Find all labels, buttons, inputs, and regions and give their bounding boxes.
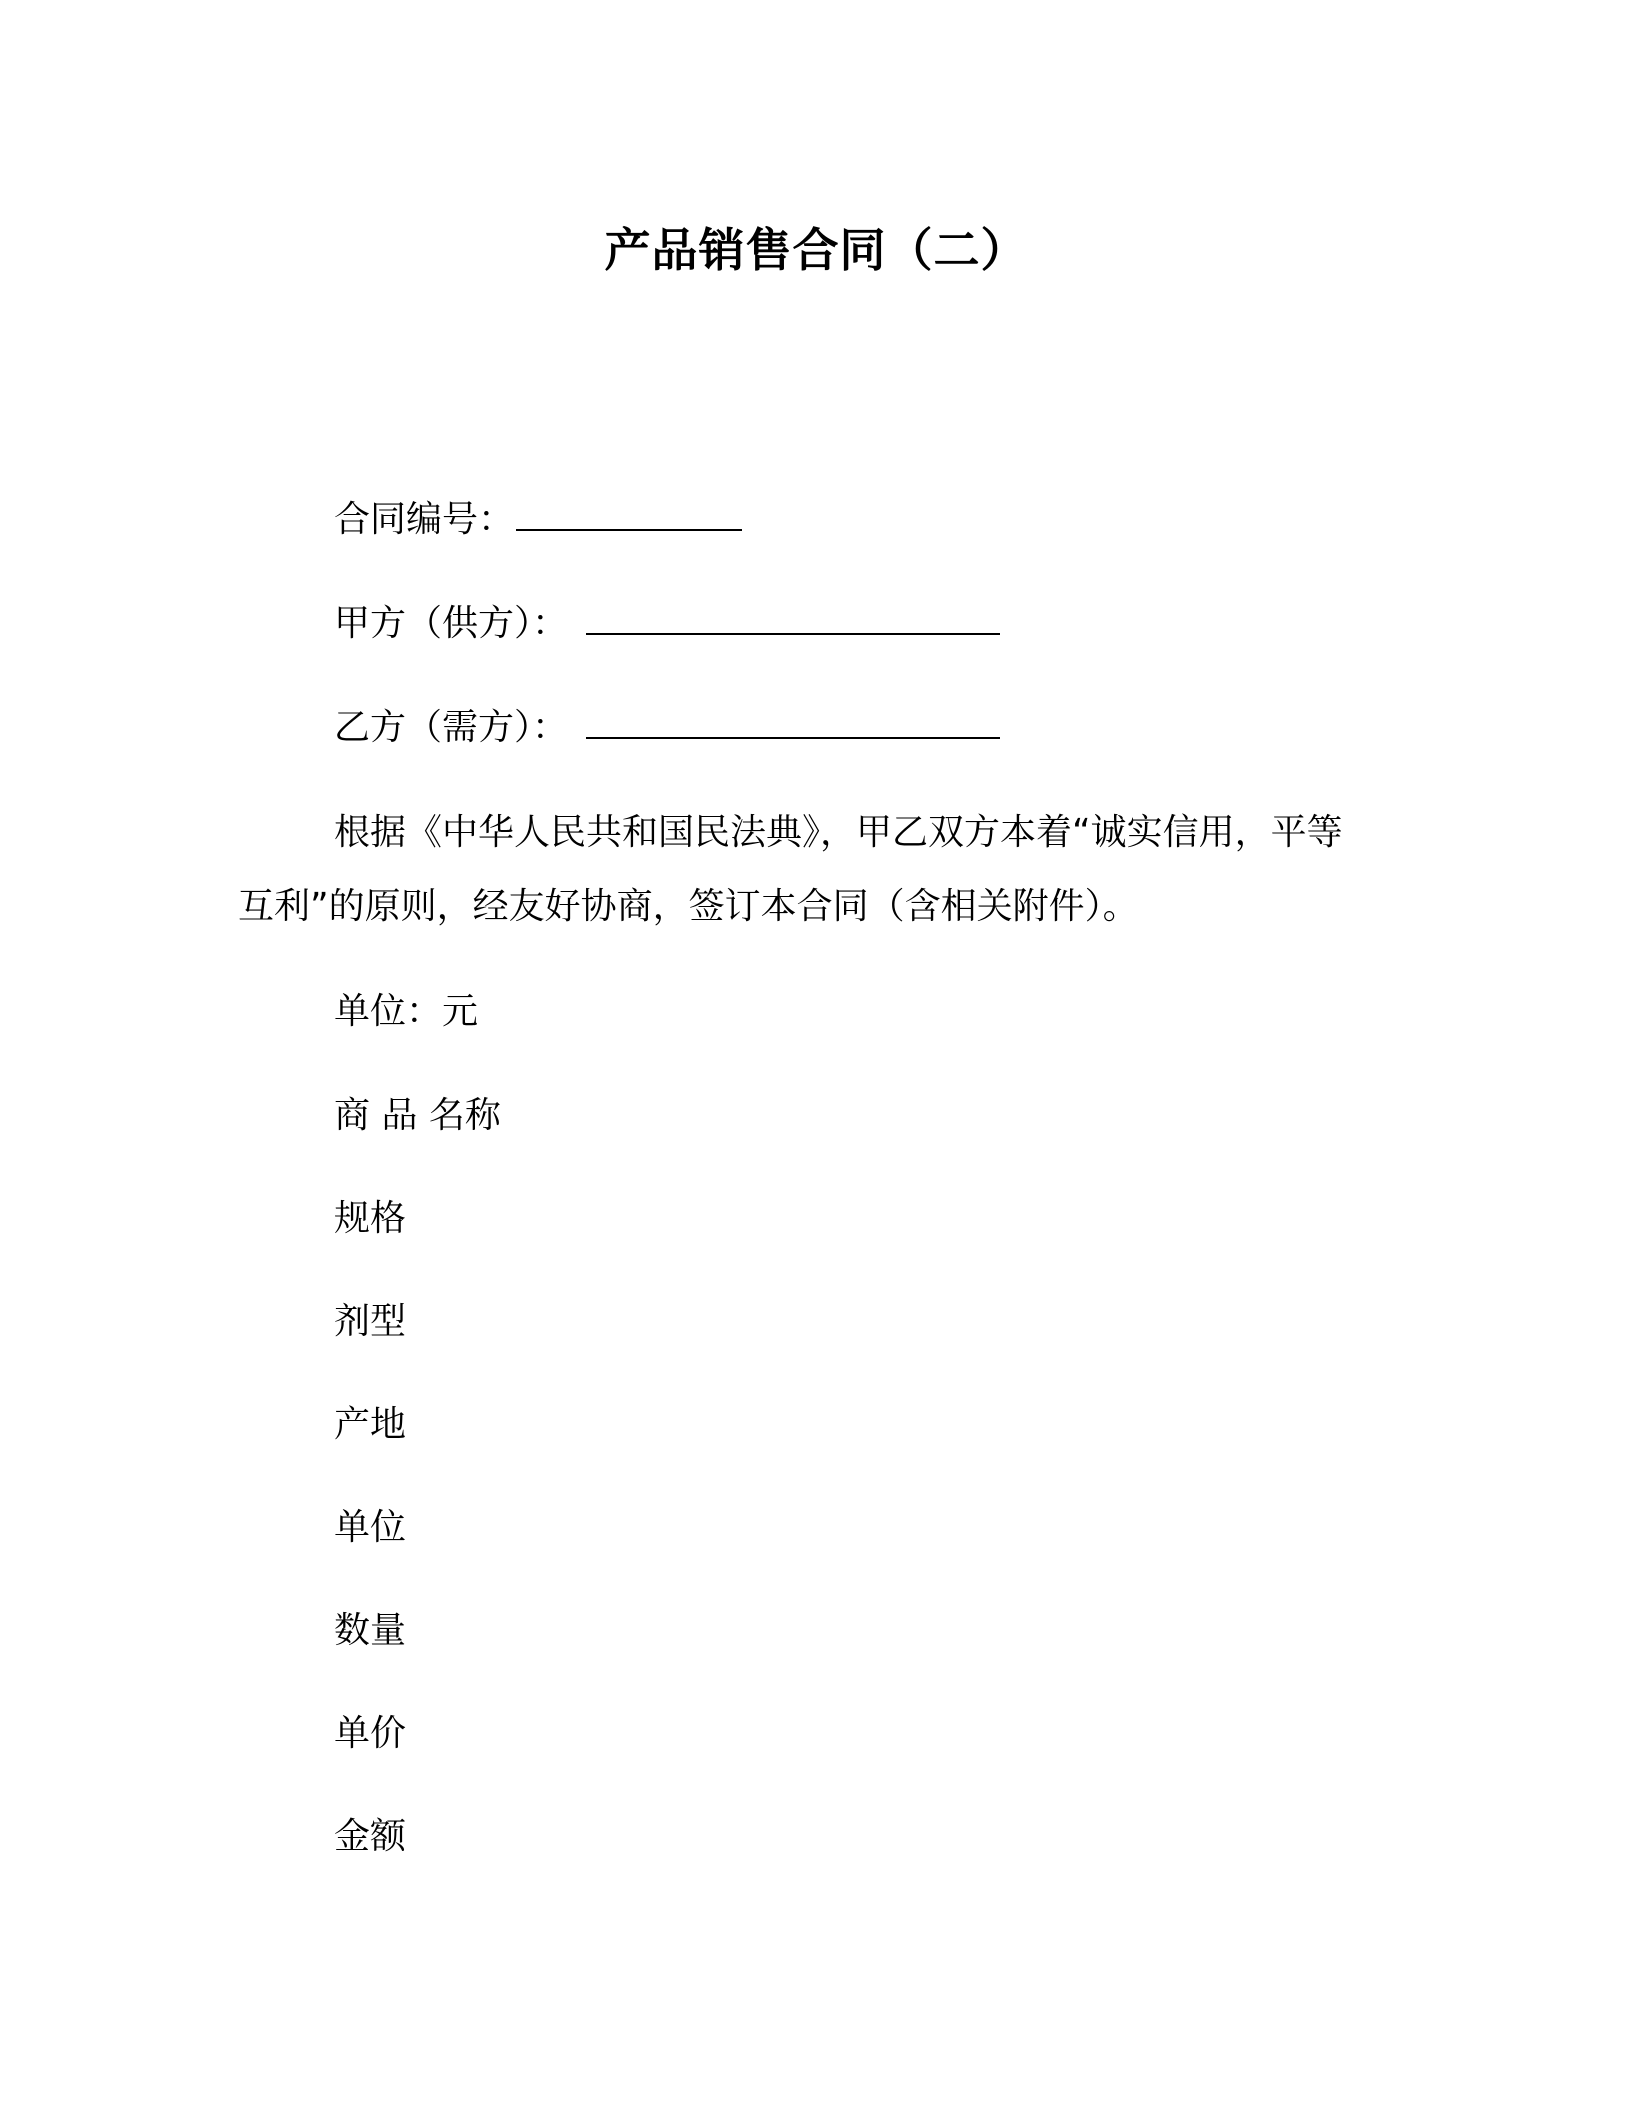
document-title: 产品销售合同（二） [604, 223, 1028, 277]
contract-number-row [334, 496, 742, 544]
item-amount: 金额 [334, 1816, 407, 1857]
party-b-row [334, 704, 1000, 752]
item-origin: 产地 [334, 1404, 407, 1445]
item-product-name: 商 品 名称 [334, 1095, 501, 1136]
item-spec: 规格 [334, 1198, 407, 1239]
item-quantity: 数量 [334, 1610, 407, 1651]
contract-number-blank [516, 499, 742, 531]
party-b-label: 乙方（需方）： [334, 707, 569, 748]
party-a-blank [586, 603, 1000, 635]
party-a-label: 甲方（供方）： [334, 603, 569, 644]
item-unit-price: 单价 [334, 1713, 407, 1754]
intro-paragraph: 根据《中华人民共和国民法典》，甲乙双方本着“诚实信用，平等互利”的原则，经友好协商，签订本合同（含相关附件）。 [238, 812, 1343, 927]
item-dosage-form: 剂型 [334, 1301, 407, 1342]
item-unit: 单位 [334, 1507, 407, 1548]
party-b-blank [586, 707, 1000, 739]
party-a-row [334, 600, 1000, 648]
unit-line: 单位：元 [334, 991, 479, 1032]
contract-number-label: 合同编号： [334, 499, 515, 540]
